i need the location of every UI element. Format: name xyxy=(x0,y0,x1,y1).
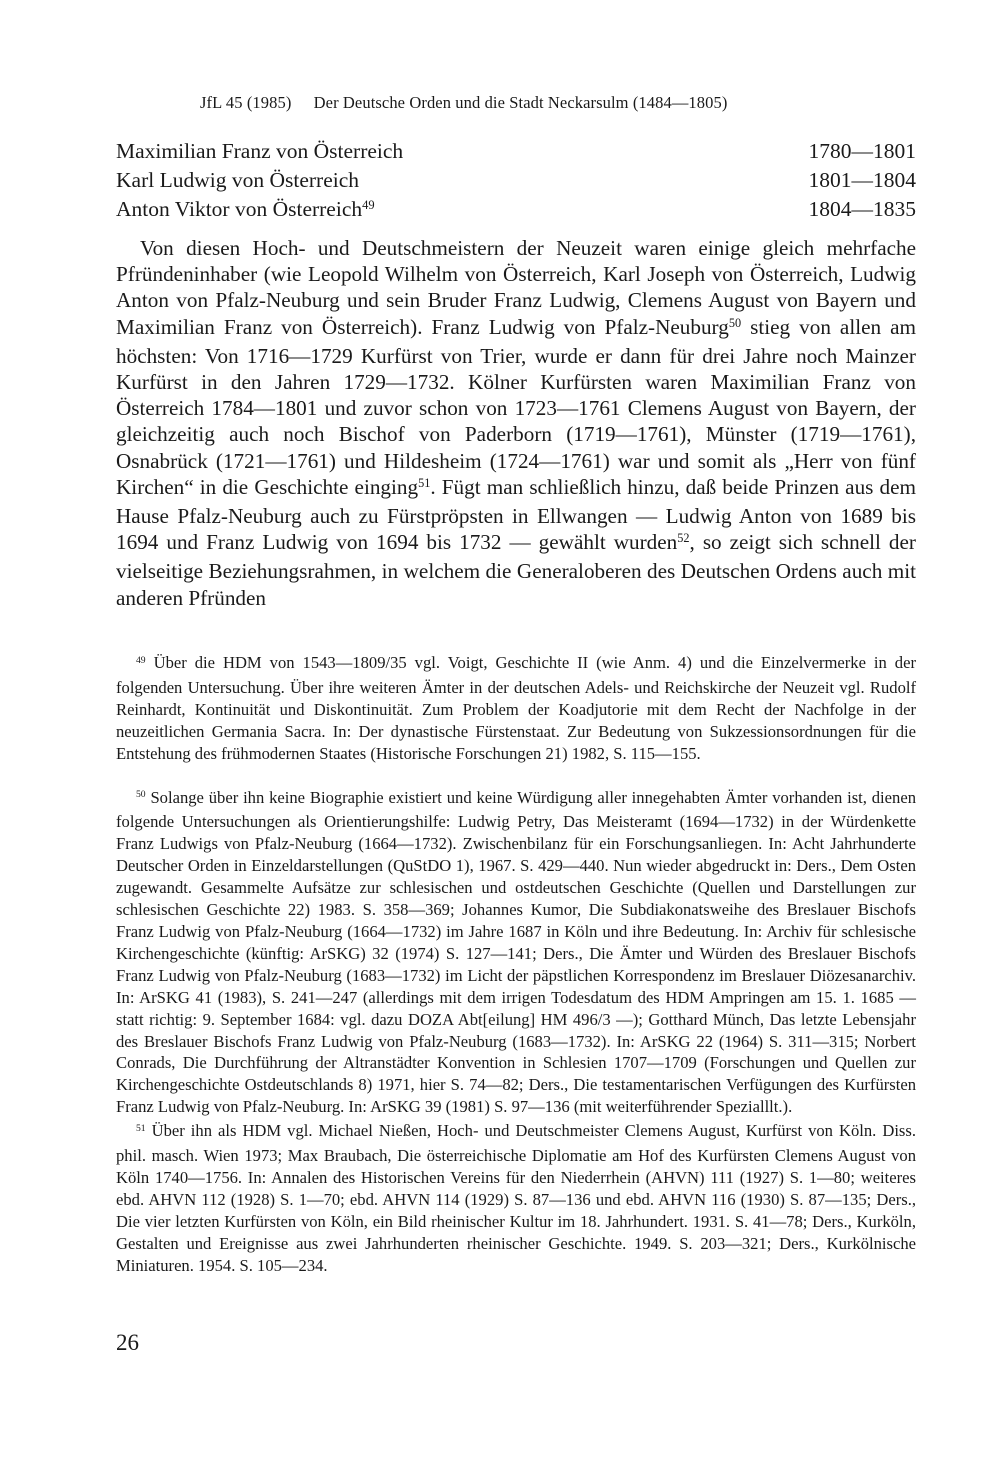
body-paragraph xyxy=(116,235,916,611)
footnote-text: Über die HDM von 1543—1809/35 vgl. Voigt, Geschichte II (wie Anm. 4) und die Einzelvermerke in der folgenden Untersuchung. Über ihre weiteren Ämter in der deutschen Adels- und Reichskirche der Neuzeit vgl. Rudolf Reinhardt, Kontinuität und Diskontinuität. Zum Problem der Koadjutorie mit dem Recht der Nachfolge in der neuzeitlichen Germania Sacra. In: Der dynastische Fürstenstaat. Zur Bedeutung von Sukzessionsordnungen für die Entstehung des frühmodernen Staates (Historische Forschungen 21) 1982, S. 115—155. xyxy=(116,653,916,763)
ruler-name-cell xyxy=(116,138,403,167)
page-number: 26 xyxy=(116,1330,139,1355)
ruler-years: 1780—1801 xyxy=(808,139,916,163)
footnotes xyxy=(116,652,916,1276)
ruler-row xyxy=(116,196,916,225)
footnote-ref: 49 xyxy=(362,198,375,213)
ruler-row xyxy=(116,138,916,167)
body-text-segment: Von diesen Hoch- und Deutschmeistern der Neuzeit waren einige gleich mehrfache Pfründeninhaber (wie Leopold Wilhelm von Österreich, Karl Joseph von Österreich, Ludwig Anton von Pfalz-Neuburg und sein Bruder Franz Ludwig, Clemens August von Bayern und Maximilian Franz von Österreich). Franz Ludwig von Pfalz-Neuburg xyxy=(116,236,916,339)
footnote-49 xyxy=(116,652,916,765)
ruler-row xyxy=(116,167,916,196)
ruler-name: Maximilian Franz von Österreich xyxy=(116,139,404,163)
body-text-segment: stieg von allen am höchsten: Von 1716—1729 Kurfürst von Trier, wurde er dann für drei Jahre noch Mainzer Kurfürst in den Jahren 1729—1732. Kölner Kurfürsten waren Maximilian Franz von Österreich 1784—1801 und zuvor schon von 1723—1761 Clemens August von Bayern, der gleichzeitig auch noch Bischof von Paderborn (1719—1761), Münster (1719—1761), Osnabrück (1721—1761) und Hildesheim (1724—1761) war und somit als „Herr von fünf Kirchen“ in die Geschichte einging xyxy=(116,314,917,499)
ruler-name: Anton Viktor von Österreich xyxy=(116,197,363,221)
body-text-segment: , so zeigt sich schnell der vielseitige Beziehungsrahmen, in welchem die Generaloberen des Deutschen Ordens auch mit anderen Pfründen xyxy=(116,530,916,610)
ruler-name-cell xyxy=(116,196,375,225)
ruler-years: 1804—1835 xyxy=(808,197,916,221)
journal-reference: JfL 45 (1985) xyxy=(200,93,292,112)
ruler-list xyxy=(116,138,916,225)
running-head xyxy=(200,93,840,113)
footnote-ref-50: 50 xyxy=(728,315,742,330)
footnote-number: 51 xyxy=(136,1122,146,1134)
article-title: Der Deutsche Orden und die Stadt Neckarsulm (1484—1805) xyxy=(313,93,728,112)
footnote-50 xyxy=(116,787,916,1119)
ruler-name: Karl Ludwig von Österreich xyxy=(116,168,359,192)
footnote-text: Solange über ihn keine Biographie existiert und keine Würdigung aller innegehabten Ämter vorhanden ist, dienen folgende Untersuchungen als Orientierungshilfe: Ludwig Petry, Das Meisteramt (1694—1732) in der Würdenkette Franz Ludwigs von Pfalz-Neuburg (1664—1732). Zwischenbilanz für ein Forschungsanliegen. In: Acht Jahrhunderte Deutscher Orden in Einzeldarstellungen (QuStDO 1), 1967. S. 429—440. Nun wieder abgedruckt in: Ders., Dem Osten zugewandt. Gesammelte Aufsätze zur schlesischen und ostdeutschen Geschichte (Quellen und Darstellungen zur schlesischen Geschichte 22) 1983. S. 358—369; Johannes Kumor, Die Subdiakonatsweihe des Breslauer Bischofs Franz Ludwig von Pfalz-Neuburg (1664—1732) im Jahre 1687 in Köln und ihre Bedeutung. In: Archiv für schlesische Kirchengeschichte (künftig: ArSKG) 32 (1974) S. 127—141; Ders., Die Ämter und Würden des Breslauer Bischofs Franz Ludwig von Pfalz-Neuburg (1683—1732) im Licht der päpstlichen Korrespondenz im Breslauer Diözesanarchiv. In: ArSKG 41 (1983), S. 241—247 (allerdings mit dem irrigen Todesdatum des HDM Ampringen am 15. 1. 1685 — statt richtig: 9. September 1684: vgl. dazu DOZA Abt[eilung] HM 496/3 —); Gotthard Münch, Das letzte Lebensjahr des Breslauer Bischofs Franz Ludwig von Pfalz-Neuburg (1683—1732). In: ArSKG 22 (1964) S. 311—315; Norbert Conrads, Die Durchführung der Altranstädter Konvention in Schlesien 1707—1709 (Forschungen und Quellen zur Kirchengeschichte Ostdeutschlands 8) 1971, hier S. 74—82; Ders., Die testamentarischen Verfügungen des Kurfürsten Franz Ludwig von Pfalz-Neuburg. In: ArSKG 39 (1981) S. 97—136 (mit weiterführender Spezialllt.). xyxy=(116,787,916,1117)
footnote-ref-52: 52 xyxy=(677,531,690,546)
footnote-51 xyxy=(116,1120,916,1276)
footnote-text: Über ihn als HDM vgl. Michael Nießen, Hoch- und Deutschmeister Clemens August, Kurfürst von Köln. Diss. phil. masch. Wien 1973; Max Braubach, Die österreichische Diplomatie am Hof des Kurfürsten Clemens August von Köln 1740—1756. In: Annalen des Historischen Vereins für den Niederrhein (AHVN) 111 (1927) S. 1—80; weiteres ebd. AHVN 112 (1928) S. 1—70; ebd. AHVN 114 (1929) S. 87—136 und ebd. AHVN 116 (1930) S. 87—135; Ders., Die vier letzten Kurfürsten von Köln, ein Bild rheinischer Kultur im 18. Jahrhundert. 1931. S. 41—78; Ders., Kurköln, Gestalten und Ereignisse aus zwei Jahrhunderten rheinischer Geschichte. 1949. S. 203—321; Ders., Kurkölnische Miniaturen. 1954. S. 105—234. xyxy=(116,1121,916,1275)
ruler-years: 1801—1804 xyxy=(808,168,916,192)
footnote-number: 49 xyxy=(136,654,146,666)
ruler-name-cell xyxy=(116,167,359,196)
footnote-number: 50 xyxy=(136,789,146,801)
footnote-ref-51: 51 xyxy=(418,476,431,491)
body-text-segment: . Fügt man schließlich hinzu, daß beide Prinzen aus dem Hause Pfalz-Neuburg auch zu Fürstpröpsten in Ellwangen — Ludwig Anton von 1689 bis 1694 und Franz Ludwig von 1694 bis 1732 — gewählt wurden xyxy=(116,474,916,555)
